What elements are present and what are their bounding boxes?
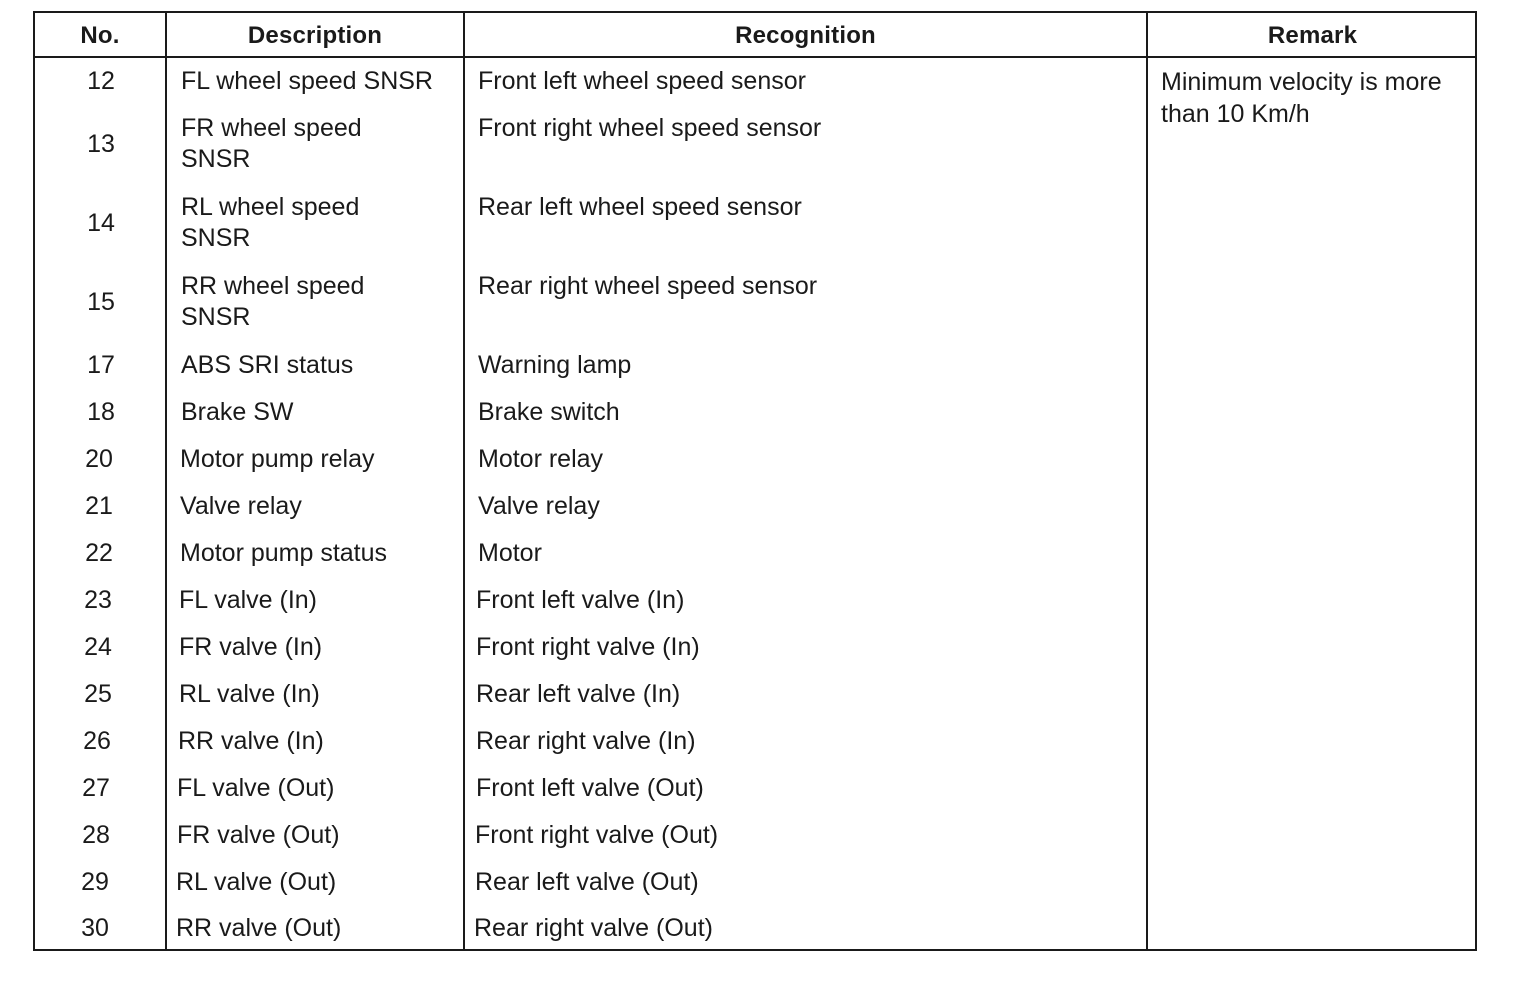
row-no: 22 [85,539,113,567]
header-no: No. [80,21,120,49]
row-recognition: Front left valve (In) [476,586,685,614]
row-description: Valve relay [180,492,302,520]
row-recognition: Motor relay [478,445,604,473]
row-no: 27 [82,774,110,802]
column-divider [1146,13,1148,949]
row-description: FR wheel speed SNSR [181,114,362,173]
header-description: Description [247,21,383,49]
row-description: FL valve (Out) [177,774,335,802]
row-recognition: Rear right wheel speed sensor [478,272,818,300]
column-divider [165,13,167,949]
row-recognition: Rear left valve (Out) [475,868,699,896]
row-description: FL valve (In) [179,586,318,614]
row-recognition: Front right wheel speed sensor [478,114,822,142]
row-description: ABS SRI status [181,351,354,379]
row-description: RL wheel speed SNSR [181,193,360,252]
header-recognition: Recognition [735,21,876,49]
row-no: 30 [81,914,109,942]
row-no: 24 [84,633,112,661]
row-recognition: Rear right valve (In) [476,727,696,755]
row-recognition: Rear left wheel speed sensor [478,193,802,221]
row-description: RR valve (In) [178,727,324,755]
row-recognition: Front right valve (In) [476,633,700,661]
row-no: 18 [87,398,115,426]
row-recognition: Front right valve (Out) [475,821,719,849]
row-recognition: Rear right valve (Out) [474,914,713,942]
row-description: FL wheel speed SNSR [181,67,433,95]
row-description: Brake SW [181,398,294,426]
row-description: RL valve (Out) [176,868,337,896]
row-no: 15 [87,288,115,316]
row-recognition: Warning lamp [478,351,632,379]
row-recognition: Motor [478,539,542,567]
row-recognition: Front left wheel speed sensor [478,67,806,95]
row-recognition: Brake switch [478,398,620,426]
header-remark: Remark [1267,21,1358,49]
row-description: RL valve (In) [179,680,320,708]
row-description: Motor pump relay [180,445,375,473]
row-no: 23 [84,586,112,614]
row-no: 26 [83,727,111,755]
row-no: 12 [87,67,115,95]
column-divider [463,13,465,949]
row-no: 20 [85,445,113,473]
row-no: 28 [82,821,110,849]
row-no: 13 [87,130,115,158]
row-description: RR valve (Out) [176,914,342,942]
row-recognition: Valve relay [478,492,600,520]
row-no: 14 [87,209,115,237]
row-no: 21 [85,492,113,520]
sensor-table [33,11,1477,951]
row-description: Motor pump status [180,539,388,567]
row-recognition: Rear left valve (In) [476,680,681,708]
row-no: 25 [84,680,112,708]
row-recognition: Front left valve (Out) [476,774,704,802]
row-no: 17 [87,351,115,379]
row-description: FR valve (In) [179,633,323,661]
remark-text: Minimum velocity is more than 10 Km/h [1161,68,1442,128]
row-description: FR valve (Out) [177,821,340,849]
row-no: 29 [81,868,109,896]
row-description: RR wheel speed SNSR [181,272,365,331]
